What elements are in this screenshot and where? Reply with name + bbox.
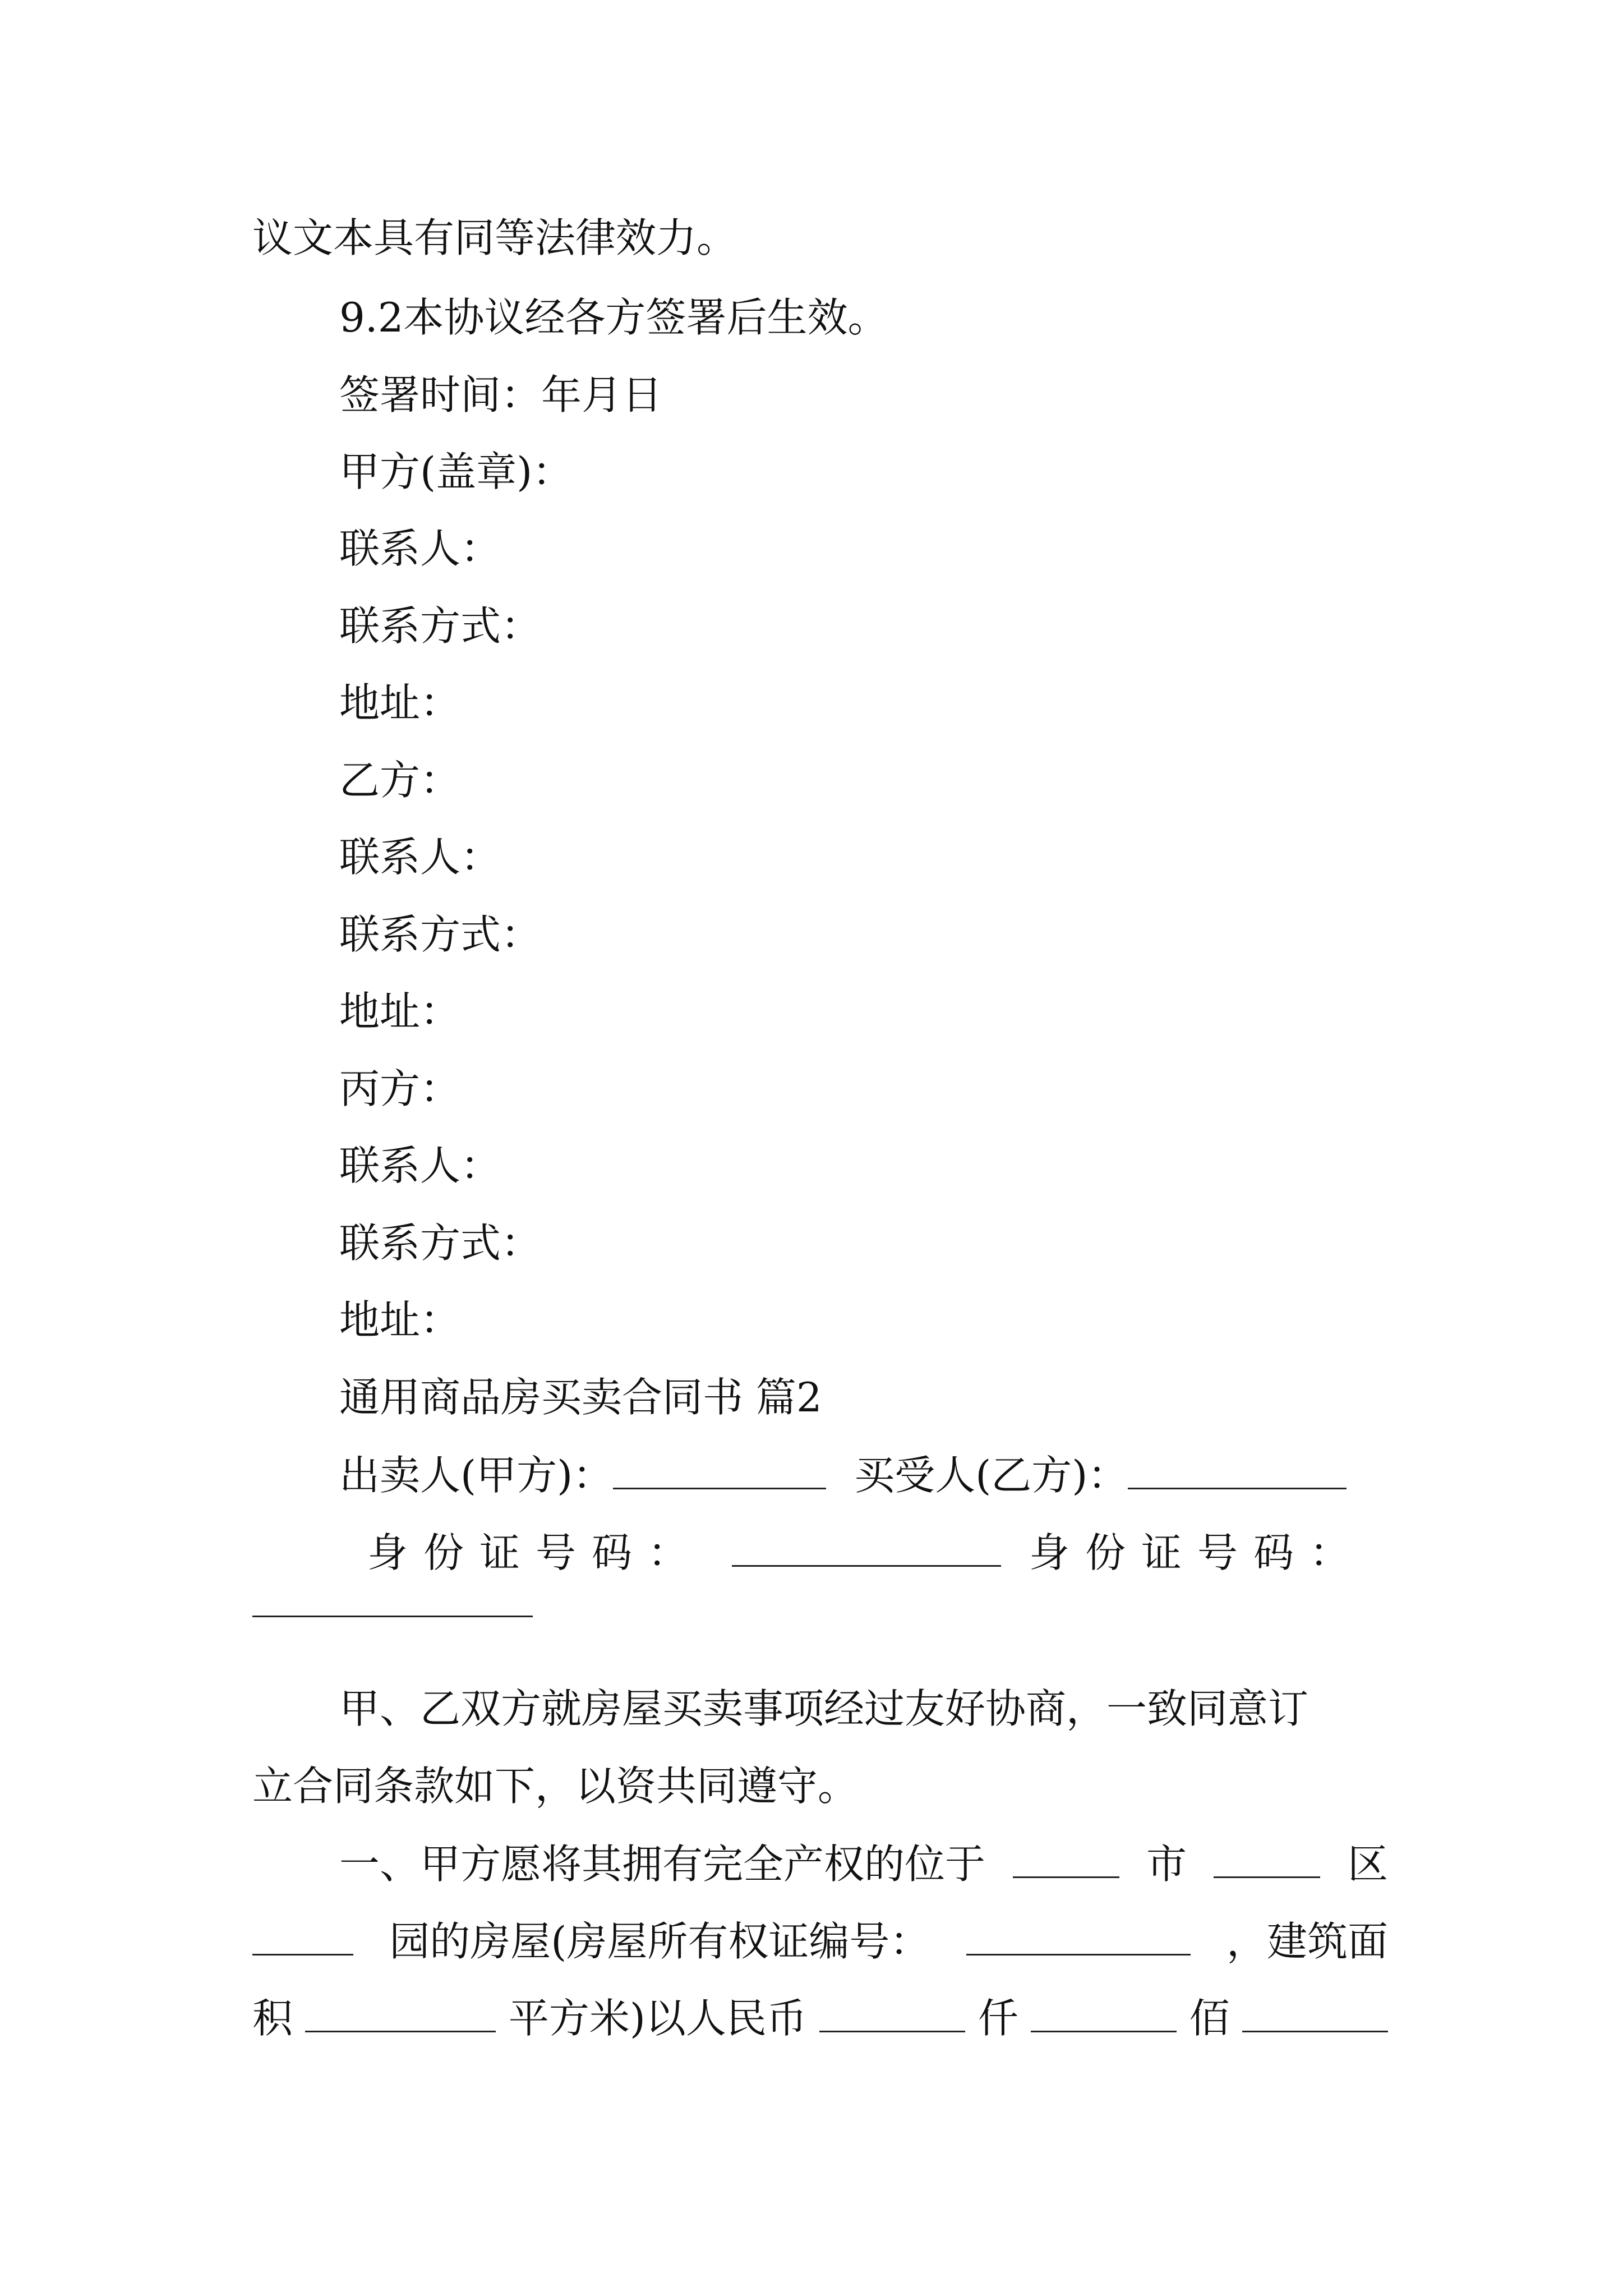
text-line: 议文本具有同等法律效力。 <box>252 214 737 261</box>
blank-field <box>1214 1843 1320 1878</box>
contact-method-label: 联系方式： <box>339 911 542 958</box>
clause-line <box>252 1995 1388 2042</box>
section-heading: 通用商品房买卖合同书 篇2 <box>339 1374 822 1421</box>
contact-method-label: 联系方式： <box>339 602 542 650</box>
clause-text: 园的房屋(房屋所有权证编号： <box>389 1918 930 1965</box>
contact-method-label: 联系方式： <box>339 1220 542 1267</box>
clause-line <box>339 1841 1388 1888</box>
parties-line <box>339 1452 1347 1499</box>
text-line: 9.2本协议经各方签署后生效。 <box>339 294 888 341</box>
blank-field <box>1031 1997 1177 2032</box>
blank-field <box>966 1920 1191 1955</box>
contact-person-label: 联系人： <box>339 834 501 881</box>
clause-text: 佰 <box>1189 1995 1230 2042</box>
text-line: 签署时间：年月日 <box>339 371 663 418</box>
clause-text: 平方米)以人民币 <box>508 1995 807 2042</box>
party-b-label: 乙方： <box>339 757 461 804</box>
clause-text: 区 <box>1347 1841 1388 1888</box>
blank-field <box>819 1997 965 2032</box>
party-c-label: 丙方： <box>339 1065 461 1112</box>
clause-line <box>252 1918 1388 1965</box>
blank-field <box>732 1531 1001 1567</box>
clause-text: 仟 <box>978 1995 1018 2042</box>
blank-field <box>305 1997 496 2032</box>
party-a-seal: 甲方(盖章)： <box>339 448 573 495</box>
buyer-label: 买受人(乙方)： <box>854 1452 1128 1499</box>
contact-person-label: 联系人： <box>339 525 501 572</box>
id-label: 身份证号码： <box>367 1529 704 1576</box>
id-number-line <box>367 1529 1366 1576</box>
address-label: 地址： <box>339 988 461 1035</box>
clause-text: 市 <box>1146 1841 1187 1888</box>
clause-text: 一、甲方愿将其拥有完全产权的位于 <box>339 1841 986 1888</box>
blank-field <box>1242 1997 1388 2032</box>
id-label: 身份证号码： <box>1029 1529 1366 1576</box>
blank-field <box>252 1920 353 1955</box>
clause-text: ，建筑面 <box>1226 1918 1388 1965</box>
address-label: 地址： <box>339 679 461 726</box>
blank-field <box>613 1454 826 1489</box>
blank-field <box>252 1616 533 1617</box>
clause-text: 积 <box>252 1995 293 2042</box>
seller-label: 出卖人(甲方)： <box>339 1452 614 1499</box>
contact-person-label: 联系人： <box>339 1142 501 1189</box>
paragraph-line: 立合同条款如下，以资共同遵守。 <box>252 1763 859 1810</box>
blank-field <box>1013 1843 1119 1878</box>
blank-field <box>1128 1454 1347 1489</box>
paragraph-line: 甲、乙双方就房屋买卖事项经过友好协商，一致同意订 <box>339 1685 1309 1732</box>
address-label: 地址： <box>339 1296 461 1343</box>
